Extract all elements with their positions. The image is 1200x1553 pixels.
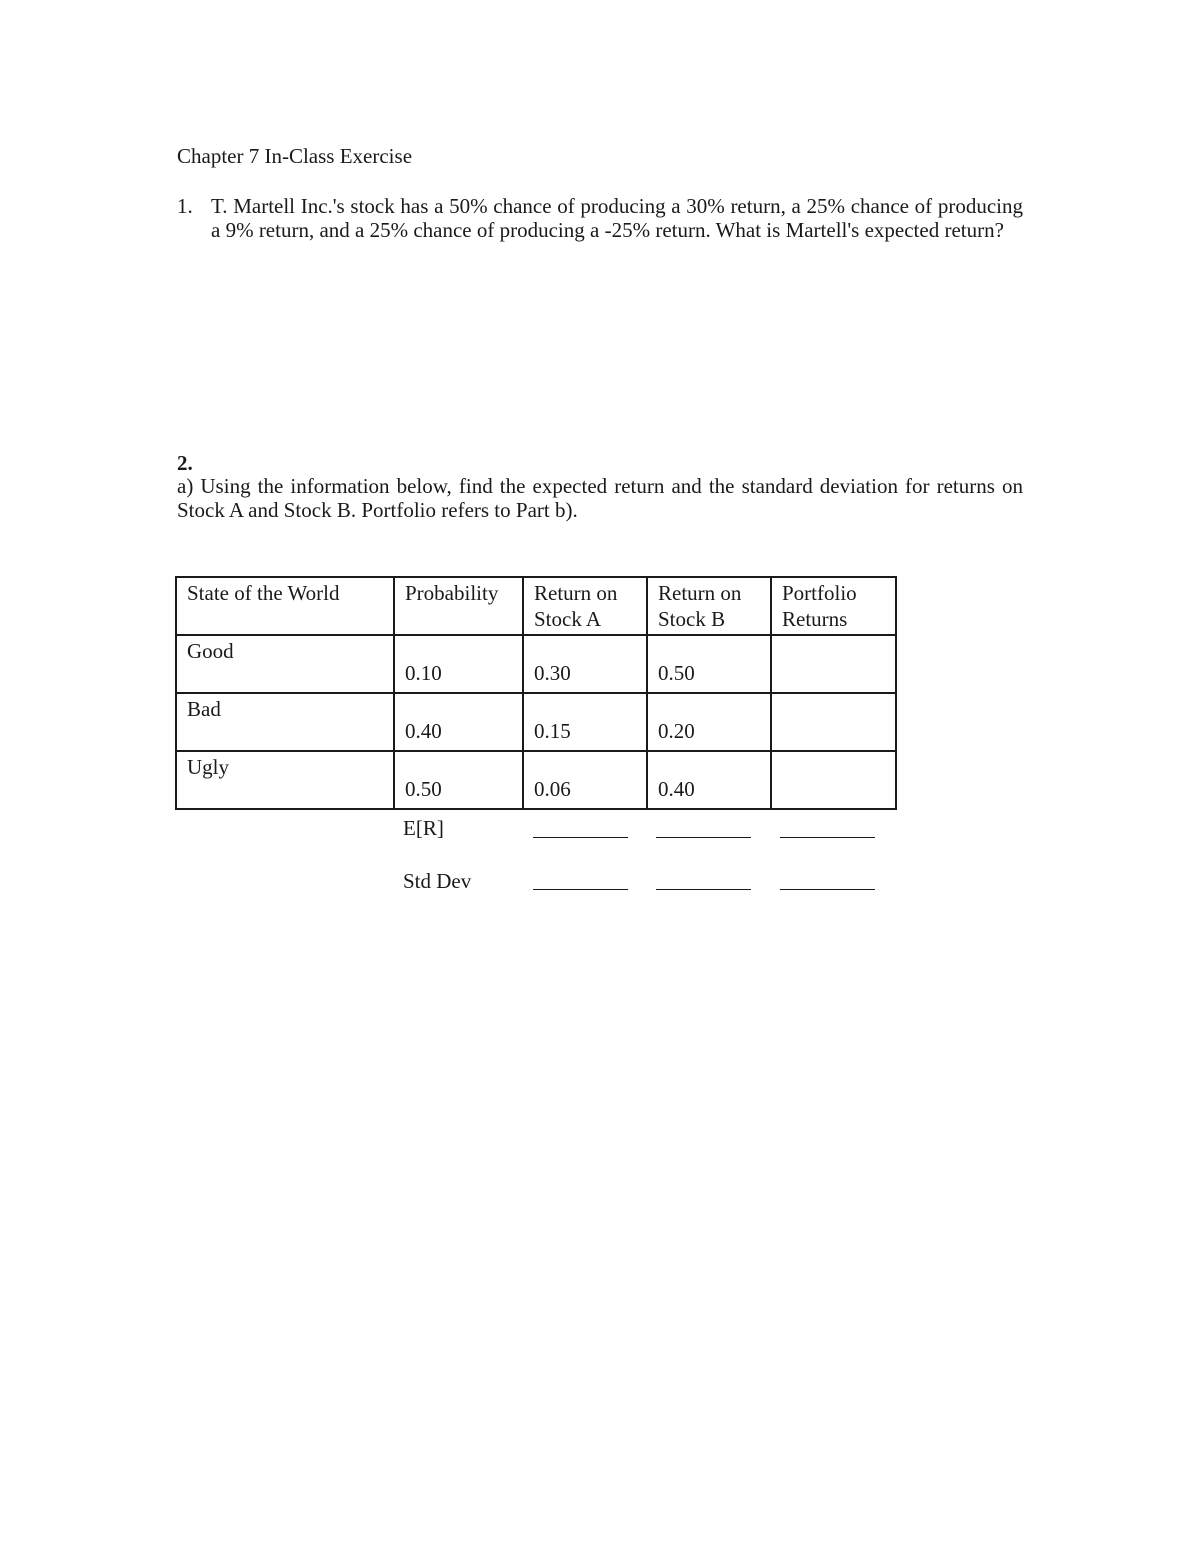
cell-return-a: 0.30 bbox=[523, 635, 647, 693]
header-return-a: Return on Stock A bbox=[523, 577, 647, 635]
header-probability: Probability bbox=[394, 577, 523, 635]
question-1-text: T. Martell Inc.'s stock has a 50% chance of producing a 30% return, a 25% chance of producing a 9% return, and a 25% chance of producing a -25% return. What is Martell's expected return? bbox=[211, 194, 1023, 242]
cell-return-b: 0.40 bbox=[647, 751, 771, 809]
cell-return-b: 0.20 bbox=[647, 693, 771, 751]
table-row bbox=[176, 751, 896, 809]
cell-return-a: 0.06 bbox=[523, 751, 647, 809]
page-title: Chapter 7 In-Class Exercise bbox=[177, 144, 413, 168]
expected-return-blank-stock-a bbox=[533, 837, 628, 838]
table-row bbox=[176, 635, 896, 693]
header-state: State of the World bbox=[176, 577, 394, 635]
cell-portfolio bbox=[771, 635, 896, 693]
header-return-b: Return on Stock B bbox=[647, 577, 771, 635]
cell-return-b: 0.50 bbox=[647, 635, 771, 693]
question-1 bbox=[177, 194, 1023, 242]
cell-return-a: 0.15 bbox=[523, 693, 647, 751]
cell-probability: 0.50 bbox=[394, 751, 523, 809]
table-header-row bbox=[176, 577, 896, 635]
std-dev-label: Std Dev bbox=[403, 869, 472, 893]
cell-probability: 0.40 bbox=[394, 693, 523, 751]
cell-state: Good bbox=[176, 635, 394, 693]
cell-portfolio bbox=[771, 751, 896, 809]
cell-state: Ugly bbox=[176, 751, 394, 809]
returns-table bbox=[175, 576, 897, 810]
cell-probability: 0.10 bbox=[394, 635, 523, 693]
cell-portfolio bbox=[771, 693, 896, 751]
std-dev-blank-portfolio bbox=[780, 889, 875, 890]
question-1-number: 1. bbox=[177, 194, 193, 218]
std-dev-blank-stock-a bbox=[533, 889, 628, 890]
expected-return-blank-portfolio bbox=[780, 837, 875, 838]
expected-return-blank-stock-b bbox=[656, 837, 751, 838]
question-2-text: a) Using the information below, find the expected return and the standard deviation for returns on Stock A and Stock B. Portfolio refers to Part b). bbox=[177, 474, 1023, 522]
std-dev-blank-stock-b bbox=[656, 889, 751, 890]
cell-state: Bad bbox=[176, 693, 394, 751]
expected-return-label: E[R] bbox=[403, 816, 444, 840]
table-row bbox=[176, 693, 896, 751]
question-2-number: 2. bbox=[177, 451, 193, 475]
header-portfolio: Portfolio Returns bbox=[771, 577, 896, 635]
